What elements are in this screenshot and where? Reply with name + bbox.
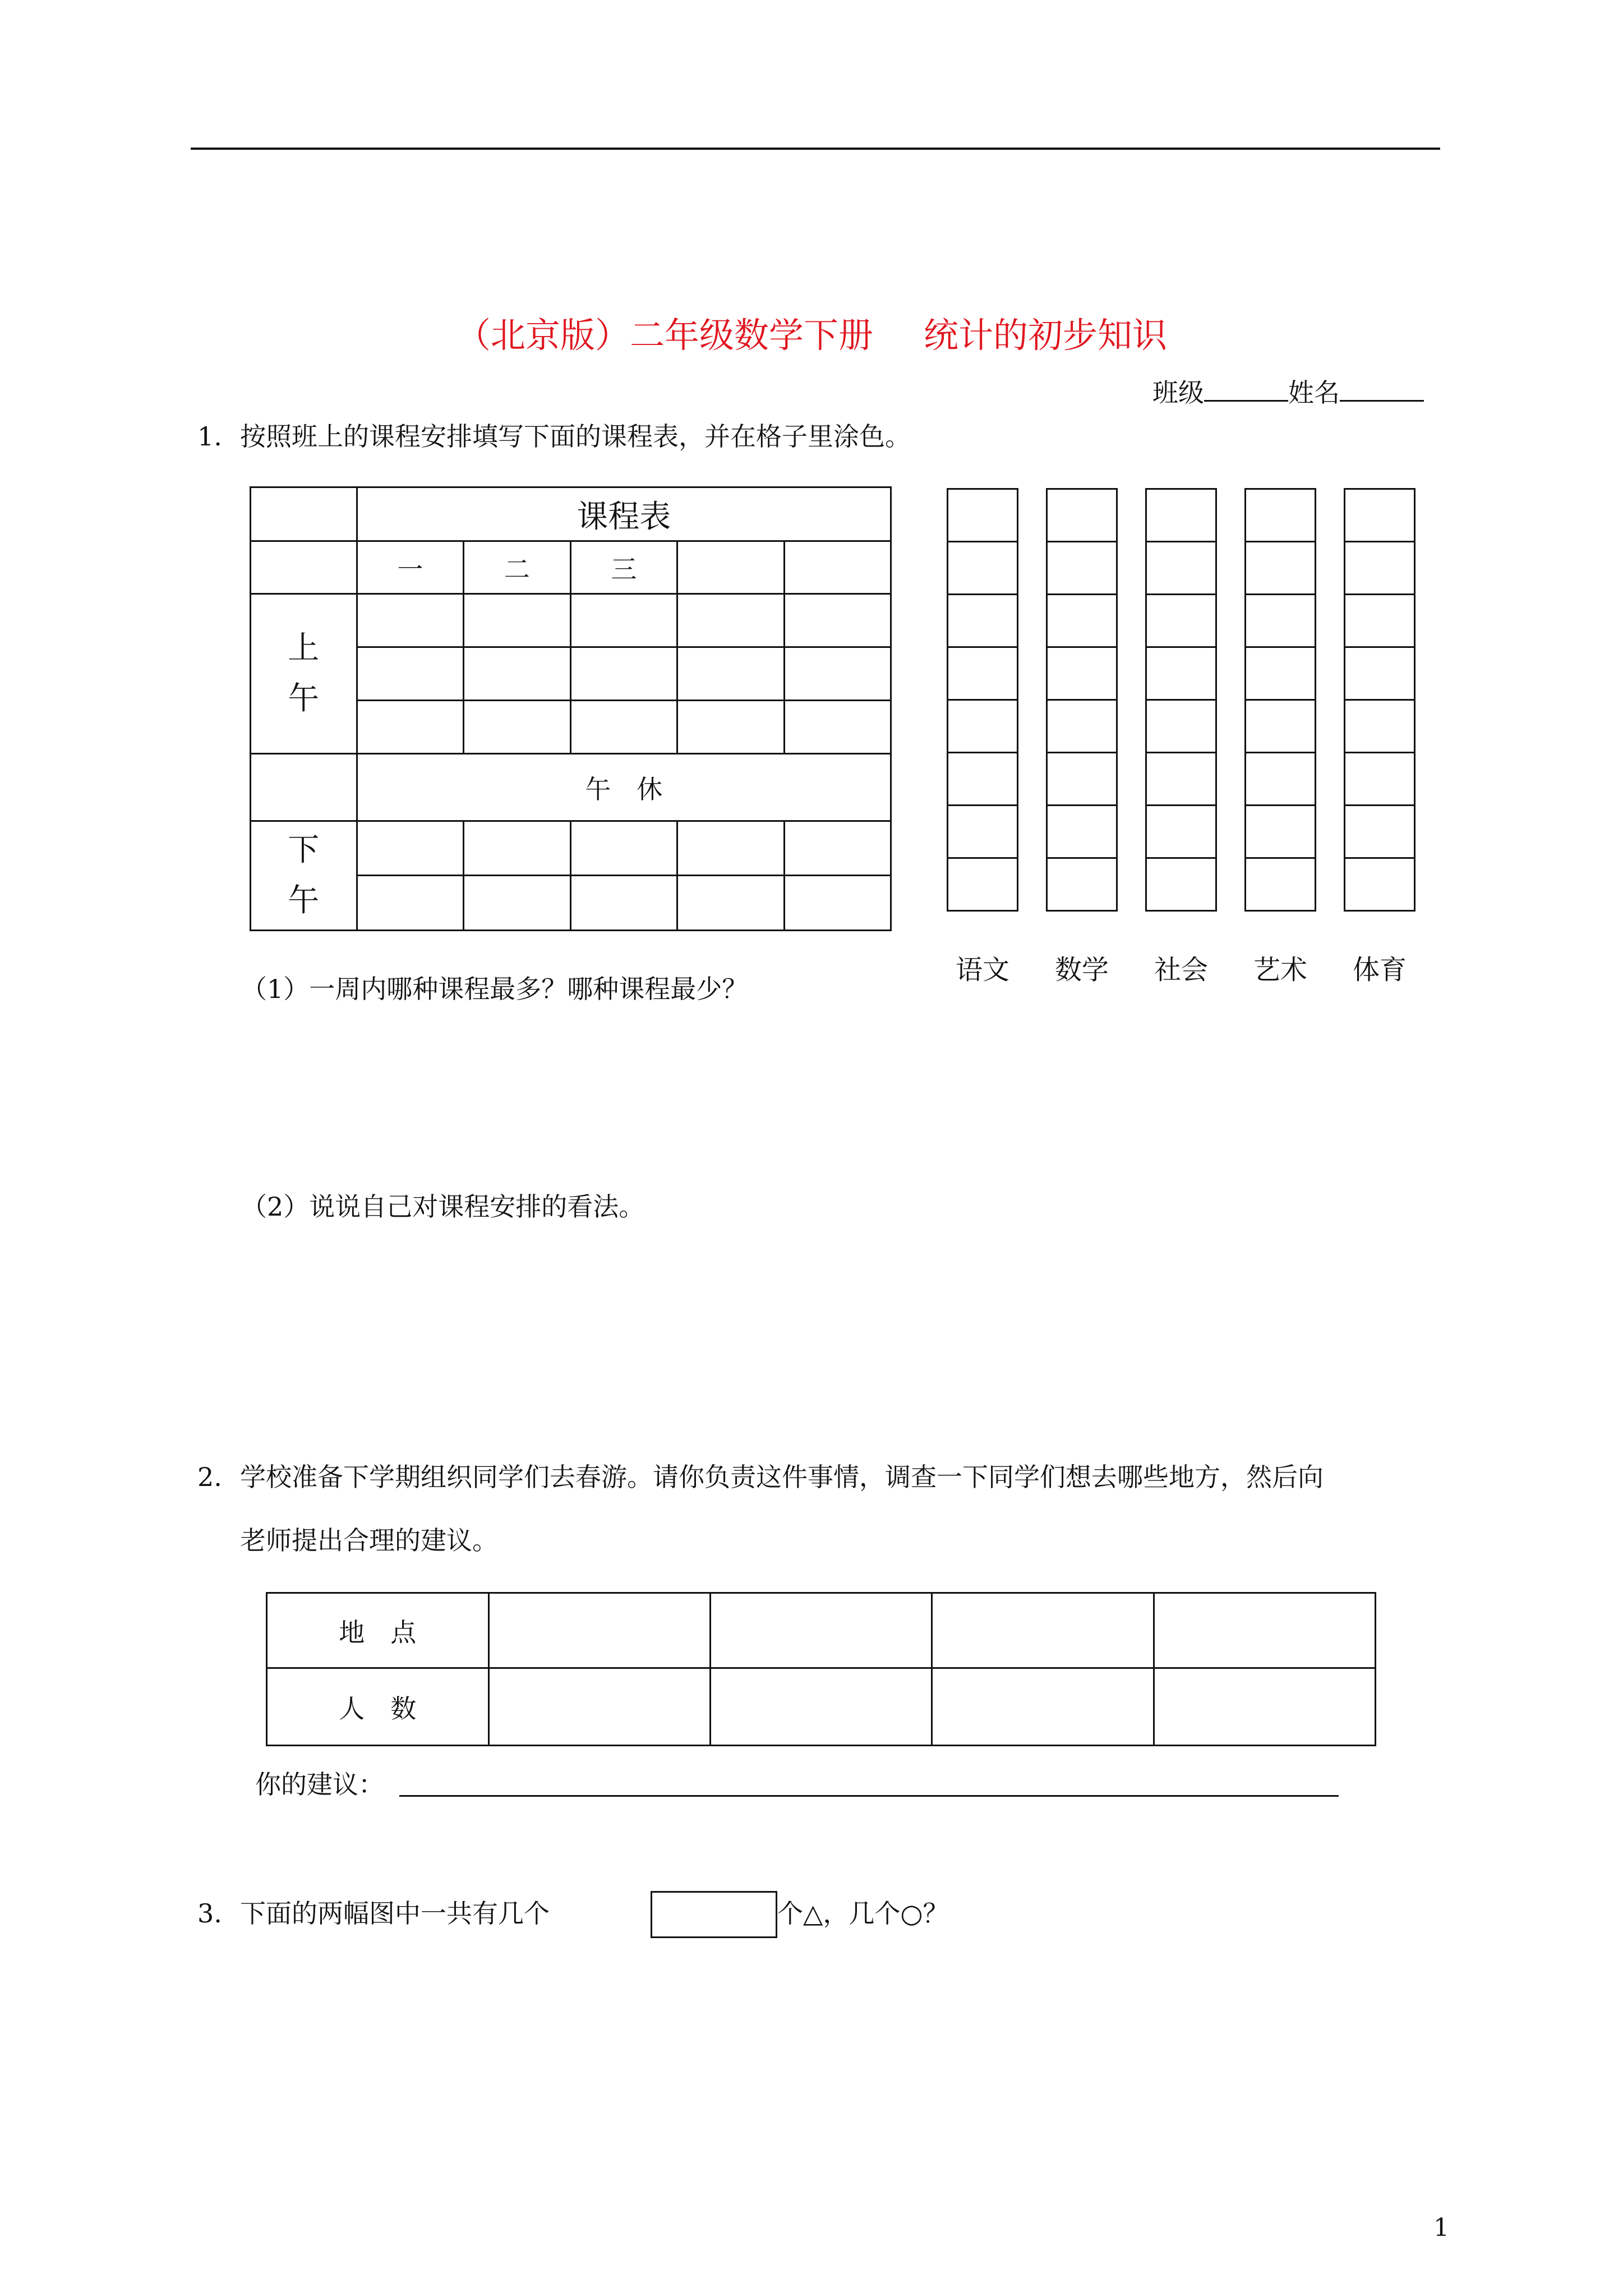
bar-cell[interactable] bbox=[1345, 647, 1415, 700]
afternoon-label bbox=[251, 821, 357, 931]
page-number: 1 bbox=[1433, 2214, 1449, 2242]
morning-label bbox=[251, 594, 357, 754]
bar-cell[interactable] bbox=[1246, 542, 1316, 595]
bar-cell[interactable] bbox=[948, 647, 1018, 700]
q2-number: 2. bbox=[197, 1462, 222, 1492]
survey-cell[interactable] bbox=[1154, 1593, 1375, 1668]
survey-table bbox=[266, 1592, 1376, 1746]
day-header: 一 bbox=[357, 541, 464, 594]
schedule-cell[interactable] bbox=[570, 594, 677, 647]
schedule-cell[interactable] bbox=[357, 701, 464, 754]
bar-cell[interactable] bbox=[1146, 753, 1216, 806]
bar-cell[interactable] bbox=[1146, 542, 1216, 595]
bar-cell[interactable] bbox=[1246, 806, 1316, 858]
schedule-cell[interactable] bbox=[464, 876, 571, 931]
bar-cell[interactable] bbox=[1047, 489, 1117, 542]
suggestion-line[interactable] bbox=[399, 1795, 1339, 1797]
subject-bar-column bbox=[1145, 488, 1217, 912]
schedule-cell[interactable] bbox=[570, 701, 677, 754]
schedule-caption: 课程表 bbox=[357, 487, 891, 541]
bar-cell[interactable] bbox=[1246, 753, 1316, 806]
schedule-cell[interactable] bbox=[357, 876, 464, 931]
subject-bar-column bbox=[1046, 488, 1118, 912]
morning-char-1: 上 bbox=[288, 630, 320, 667]
q1-sub2: （2）说说自己对课程安排的看法。 bbox=[241, 1191, 645, 1222]
q3-text-after: 个△，几个○？ bbox=[777, 1898, 949, 1929]
q2-text-line1: 学校准备下学期组织同学们去春游。请你负责这件事情，调查一下同学们想去哪些地方，然后向 bbox=[240, 1462, 1324, 1492]
bar-cell[interactable] bbox=[1246, 700, 1316, 753]
morning-char-2: 午 bbox=[288, 680, 320, 717]
q3-number: 3. bbox=[197, 1898, 222, 1929]
class-blank[interactable] bbox=[1204, 378, 1288, 402]
day-header-corner bbox=[251, 541, 357, 594]
bar-cell[interactable] bbox=[1047, 858, 1117, 911]
bar-cell[interactable] bbox=[1146, 647, 1216, 700]
bar-cell[interactable] bbox=[1345, 753, 1415, 806]
bar-cell[interactable] bbox=[1246, 489, 1316, 542]
schedule-cell[interactable] bbox=[677, 876, 784, 931]
header-rule bbox=[191, 148, 1440, 150]
day-header[interactable] bbox=[677, 541, 784, 594]
name-label: 姓名 bbox=[1288, 378, 1340, 408]
day-header[interactable] bbox=[784, 541, 891, 594]
bar-cell[interactable] bbox=[1146, 595, 1216, 647]
schedule-cell[interactable] bbox=[677, 821, 784, 876]
q1-sub1: （1）一周内哪种课程最多？哪种课程最少？ bbox=[241, 974, 748, 1004]
bar-cell[interactable] bbox=[1246, 647, 1316, 700]
bar-cell[interactable] bbox=[1146, 700, 1216, 753]
schedule-cell[interactable] bbox=[357, 647, 464, 701]
schedule-cell[interactable] bbox=[464, 594, 571, 647]
afternoon-char-2: 午 bbox=[288, 882, 320, 919]
bar-cell[interactable] bbox=[1345, 595, 1415, 647]
survey-cell[interactable] bbox=[1154, 1668, 1375, 1746]
bar-cell[interactable] bbox=[1146, 806, 1216, 858]
bar-cell[interactable] bbox=[1345, 858, 1415, 911]
schedule-table bbox=[250, 486, 892, 931]
schedule-cell[interactable] bbox=[677, 647, 784, 701]
bar-cell[interactable] bbox=[1047, 542, 1117, 595]
schedule-cell[interactable] bbox=[677, 594, 784, 647]
suggestion-label: 你的建议： bbox=[255, 1769, 384, 1800]
q1-number: 1. bbox=[197, 421, 222, 452]
schedule-cell[interactable] bbox=[464, 821, 571, 876]
survey-cell[interactable] bbox=[710, 1593, 932, 1668]
day-header: 二 bbox=[464, 541, 571, 594]
afternoon-char-1: 下 bbox=[288, 832, 320, 869]
bar-cell[interactable] bbox=[1246, 858, 1316, 911]
schedule-cell[interactable] bbox=[784, 821, 891, 876]
schedule-cell[interactable] bbox=[464, 701, 571, 754]
survey-cell[interactable] bbox=[488, 1593, 710, 1668]
q3-text-before: 下面的两幅图中一共有几个 bbox=[240, 1898, 550, 1929]
subject-label: 社会 bbox=[1154, 954, 1208, 986]
subject-bar-column bbox=[1244, 488, 1316, 912]
subject-bar-column bbox=[1344, 488, 1415, 912]
noon-break-label: 午 休 bbox=[357, 754, 891, 821]
survey-cell[interactable] bbox=[488, 1668, 710, 1746]
bar-cell[interactable] bbox=[948, 542, 1018, 595]
noon-corner bbox=[251, 754, 357, 821]
survey-cell[interactable] bbox=[932, 1593, 1154, 1668]
bar-cell[interactable] bbox=[1345, 489, 1415, 542]
bar-cell[interactable] bbox=[1047, 753, 1117, 806]
subject-label: 艺术 bbox=[1253, 954, 1307, 986]
bar-cell[interactable] bbox=[948, 700, 1018, 753]
survey-row-label-place: 地 点 bbox=[267, 1593, 489, 1668]
title-part2: 统计的初步知识 bbox=[924, 315, 1168, 356]
bar-cell[interactable] bbox=[1146, 489, 1216, 542]
bar-cell[interactable] bbox=[1246, 595, 1316, 647]
subject-label: 体育 bbox=[1352, 954, 1407, 986]
schedule-cell[interactable] bbox=[570, 876, 677, 931]
name-blank[interactable] bbox=[1340, 378, 1424, 402]
bar-cell[interactable] bbox=[1047, 700, 1117, 753]
bar-cell[interactable] bbox=[1047, 647, 1117, 700]
schedule-cell[interactable] bbox=[784, 876, 891, 931]
title-part1: （北京版）二年级数学下册 bbox=[455, 315, 873, 356]
class-label: 班级 bbox=[1152, 378, 1204, 408]
schedule-cell[interactable] bbox=[784, 594, 891, 647]
bar-cell[interactable] bbox=[1345, 542, 1415, 595]
survey-cell[interactable] bbox=[710, 1668, 932, 1746]
student-info bbox=[1152, 378, 1424, 406]
schedule-cell[interactable] bbox=[357, 821, 464, 876]
q3-answer-box[interactable] bbox=[651, 1891, 777, 1938]
subject-bar-column bbox=[947, 488, 1018, 912]
schedule-cell[interactable] bbox=[464, 647, 571, 701]
survey-row-label-count: 人 数 bbox=[267, 1668, 489, 1746]
schedule-cell[interactable] bbox=[570, 821, 677, 876]
q2-text-line2: 老师提出合理的建议。 bbox=[240, 1525, 498, 1556]
subject-label: 数学 bbox=[1054, 954, 1109, 986]
schedule-cell[interactable] bbox=[784, 701, 891, 754]
bar-cell[interactable] bbox=[948, 806, 1018, 858]
schedule-cell[interactable] bbox=[357, 594, 464, 647]
bar-cell[interactable] bbox=[1047, 806, 1117, 858]
page-title bbox=[0, 307, 1623, 357]
schedule-corner bbox=[251, 487, 357, 541]
schedule-cell[interactable] bbox=[677, 701, 784, 754]
schedule-cell[interactable] bbox=[570, 647, 677, 701]
bar-cell[interactable] bbox=[1146, 858, 1216, 911]
bar-cell[interactable] bbox=[948, 595, 1018, 647]
bar-cell[interactable] bbox=[1047, 595, 1117, 647]
bar-cell[interactable] bbox=[948, 858, 1018, 911]
survey-cell[interactable] bbox=[932, 1668, 1154, 1746]
subject-label: 语文 bbox=[955, 954, 1009, 986]
bar-cell[interactable] bbox=[1345, 700, 1415, 753]
bar-cell[interactable] bbox=[1345, 806, 1415, 858]
schedule-cell[interactable] bbox=[784, 647, 891, 701]
q1-text: 按照班上的课程安排填写下面的课程表，并在格子里涂色。 bbox=[240, 421, 911, 452]
day-header: 三 bbox=[570, 541, 677, 594]
bar-cell[interactable] bbox=[948, 753, 1018, 806]
bar-cell[interactable] bbox=[948, 489, 1018, 542]
